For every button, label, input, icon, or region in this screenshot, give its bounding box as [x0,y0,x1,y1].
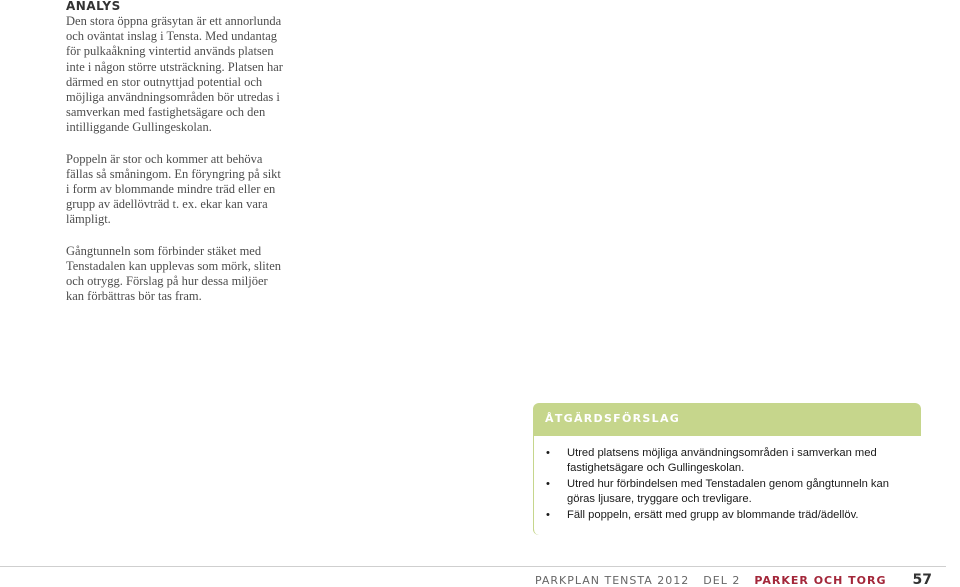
footer-part: DEL 2 [703,574,741,587]
atgardsforslag-box [533,403,921,535]
atgardsforslag-title: ÅTGÄRDSFÖRSLAG [545,412,681,425]
bullet-icon: • [546,478,550,490]
analys-paragraph: Den stora öppna gräsytan är ett annorlunda och oväntat inslag i Tensta. Med undantag för pulkaåkning vintertid används platsen inte i någon större utsträckning. Platsen har därmed en stor outnyttjad potential och möjliga användningsområden bör utredas i samverkan med fastighetsägare och den intilliggande Gullingeskolan. [66,14,283,135]
list-item-text: Utred platsens möjliga användningsområden i samverkan med fastighetsägare och Gullingeskolan. [567,447,877,474]
footer-doc-title: PARKPLAN TENSTA 2012 [534,574,690,587]
list-item-text: Fäll poppeln, ersätt med grupp av blommande träd/ädellöv. [567,509,859,521]
list-item [546,446,911,475]
page-footer [535,572,932,587]
analys-heading: ANALYS [66,0,121,13]
atgardsforslag-list [534,436,921,523]
bullet-icon: • [546,447,550,459]
footer-divider [0,566,946,567]
list-item-text: Utred hur förbindelsen med Tenstadalen genom gångtunneln kan göras ljusare, tryggare och trevligare. [567,478,889,505]
page-number: 57 [912,572,932,587]
analys-paragraph: Poppeln är stor och kommer att behöva fällas så småningom. En föryngring på sikt i form av blommande mindre träd eller en grupp av ädellövträd t. ex. ekar kan vara lämpligt. [66,151,281,227]
footer-section: PARKER OCH TORG [754,574,887,587]
atgardsforslag-list-panel [533,436,921,535]
analys-section [66,0,286,320]
list-item [546,508,911,523]
bullet-icon: • [546,509,550,521]
list-item [546,477,911,506]
analys-paragraph: Gångtunneln som förbinder stäket med Tenstadalen kan upplevas som mörk, sliten och otrygg. Förslag på hur dessa miljöer kan förbättras bör tas fram. [66,243,282,304]
